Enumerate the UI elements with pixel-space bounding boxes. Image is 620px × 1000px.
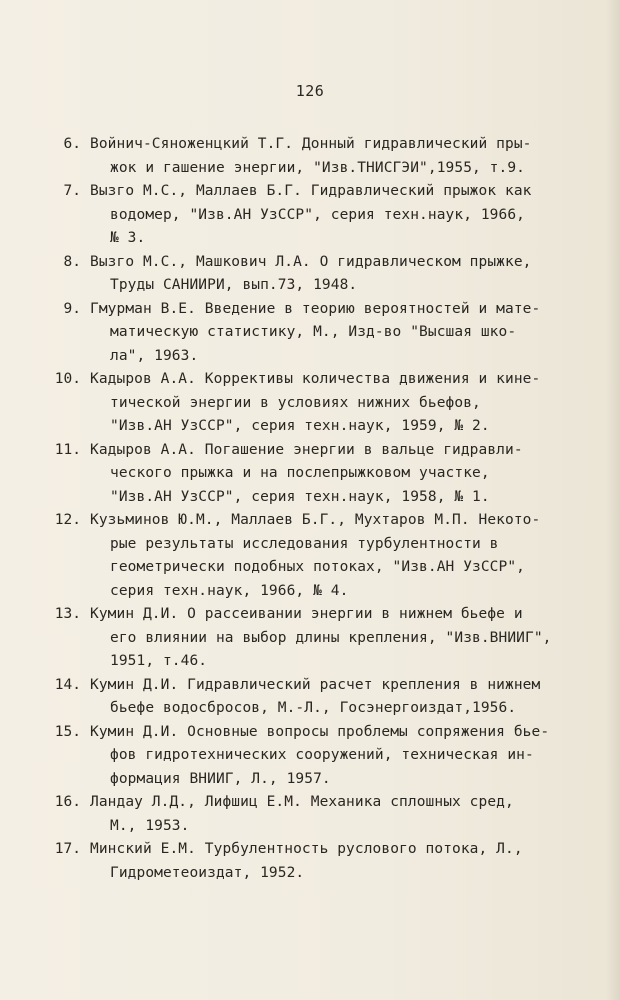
- reference-number: 13.: [54, 606, 81, 622]
- reference-line-continued: "Изв.АН УзССР", серия техн.наук, 1959, № 2.: [110, 418, 490, 434]
- reference-number: 6.: [63, 136, 81, 152]
- reference-item: [0, 133, 620, 180]
- reference-item: [0, 298, 620, 369]
- reference-line-continued: Труды САНИИРИ, вып.73, 1948.: [110, 277, 358, 293]
- page-number: 126: [295, 82, 325, 100]
- reference-line-first: Ландау Л.Д., Лифшиц Е.М. Механика сплошных сред,: [90, 794, 514, 810]
- reference-line-continued: № 3.: [110, 230, 146, 246]
- reference-item: [0, 251, 620, 298]
- reference-line-continued: Гидрометеоиздат, 1952.: [110, 864, 305, 881]
- reference-number: 10.: [54, 371, 81, 387]
- reference-line-continued: 1951, т.46.: [110, 653, 208, 669]
- reference-line-continued: бьефе водосбросов, М.-Л., Госэнергоиздат,1956.: [110, 700, 517, 716]
- reference-item: [0, 838, 620, 885]
- reference-number: 12.: [54, 512, 81, 528]
- reference-line-first: Гмурман В.Е. Введение в теорию вероятностей и мате-: [90, 300, 541, 317]
- reference-line-continued: формация ВНИИГ, Л., 1957.: [110, 770, 331, 787]
- reference-item: [0, 603, 620, 674]
- reference-item: [0, 791, 620, 838]
- reference-number: 14.: [54, 676, 81, 693]
- reference-line-continued: матическую статистику, М., Изд-во "Высшая шко-: [110, 324, 517, 340]
- reference-line-continued: ческого прыжка и на послепрыжковом участке,: [110, 465, 490, 481]
- reference-number: 11.: [54, 441, 81, 458]
- reference-list: [0, 133, 620, 885]
- reference-item: [0, 721, 620, 792]
- reference-line-continued: геометрически подобных потоках, "Изв.АН УзССР",: [110, 559, 525, 575]
- reference-line-continued: "Изв.АН УзССР", серия техн.наук, 1958, № 1.: [110, 488, 490, 505]
- reference-line-first: Вызго М.С., Маллаев Б.Г. Гидравлический прыжок как: [90, 183, 532, 199]
- reference-line-first: Кумин Д.И. Основные вопросы проблемы сопряжения бье-: [90, 723, 550, 740]
- reference-number: 9.: [63, 300, 81, 317]
- reference-line-first: Кузьминов Ю.М., Маллаев Б.Г., Мухтаров М.П. Некото-: [90, 512, 541, 528]
- reference-number: 7.: [63, 183, 81, 199]
- reference-line-first: Кумин Д.И. Гидравлический расчет крепления в нижнем: [90, 676, 541, 693]
- reference-line-continued: фов гидротехнических сооружений, техническая ин-: [110, 747, 534, 763]
- reference-line-continued: жок и гашение энергии, "Изв.ТНИСГЭИ",1955, т.9.: [110, 159, 525, 176]
- reference-line-first: Вызго М.С., Машкович Л.А. О гидравлическом прыжке,: [90, 253, 532, 270]
- reference-number: 8.: [63, 253, 81, 270]
- reference-item: [0, 674, 620, 721]
- reference-number: 16.: [54, 794, 81, 810]
- reference-line-continued: водомер, "Изв.АН УзССР", серия техн.наук, 1966,: [110, 206, 525, 223]
- reference-item: [0, 509, 620, 603]
- reference-line-continued: серия техн.наук, 1966, № 4.: [110, 582, 349, 599]
- reference-line-first: Войнич-Сяноженцкий Т.Г. Донный гидравлический пры-: [90, 136, 532, 152]
- reference-line-first: Кадыров А.А. Погашение энергии в вальце гидравли-: [90, 441, 523, 458]
- reference-line-first: Минский Е.М. Турбулентность руслового потока, Л.,: [90, 841, 523, 857]
- reference-line-continued: рые результаты исследования турбулентности в: [110, 535, 499, 552]
- reference-number: 17.: [54, 841, 81, 857]
- reference-line-continued: ла", 1963.: [110, 347, 199, 364]
- reference-line-first: Кадыров А.А. Коррективы количества движения и кине-: [90, 371, 541, 387]
- reference-item: [0, 439, 620, 510]
- reference-item: [0, 180, 620, 251]
- reference-number: 15.: [54, 723, 81, 740]
- reference-line-continued: М., 1953.: [110, 817, 190, 834]
- reference-item: [0, 368, 620, 439]
- reference-line-first: Кумин Д.И. О рассеивании энергии в нижнем бьефе и: [90, 606, 523, 622]
- reference-line-continued: тической энергии в условиях нижних бьефов,: [110, 394, 481, 411]
- reference-line-continued: его влиянии на выбор длины крепления, "Изв.ВНИИГ",: [110, 629, 552, 646]
